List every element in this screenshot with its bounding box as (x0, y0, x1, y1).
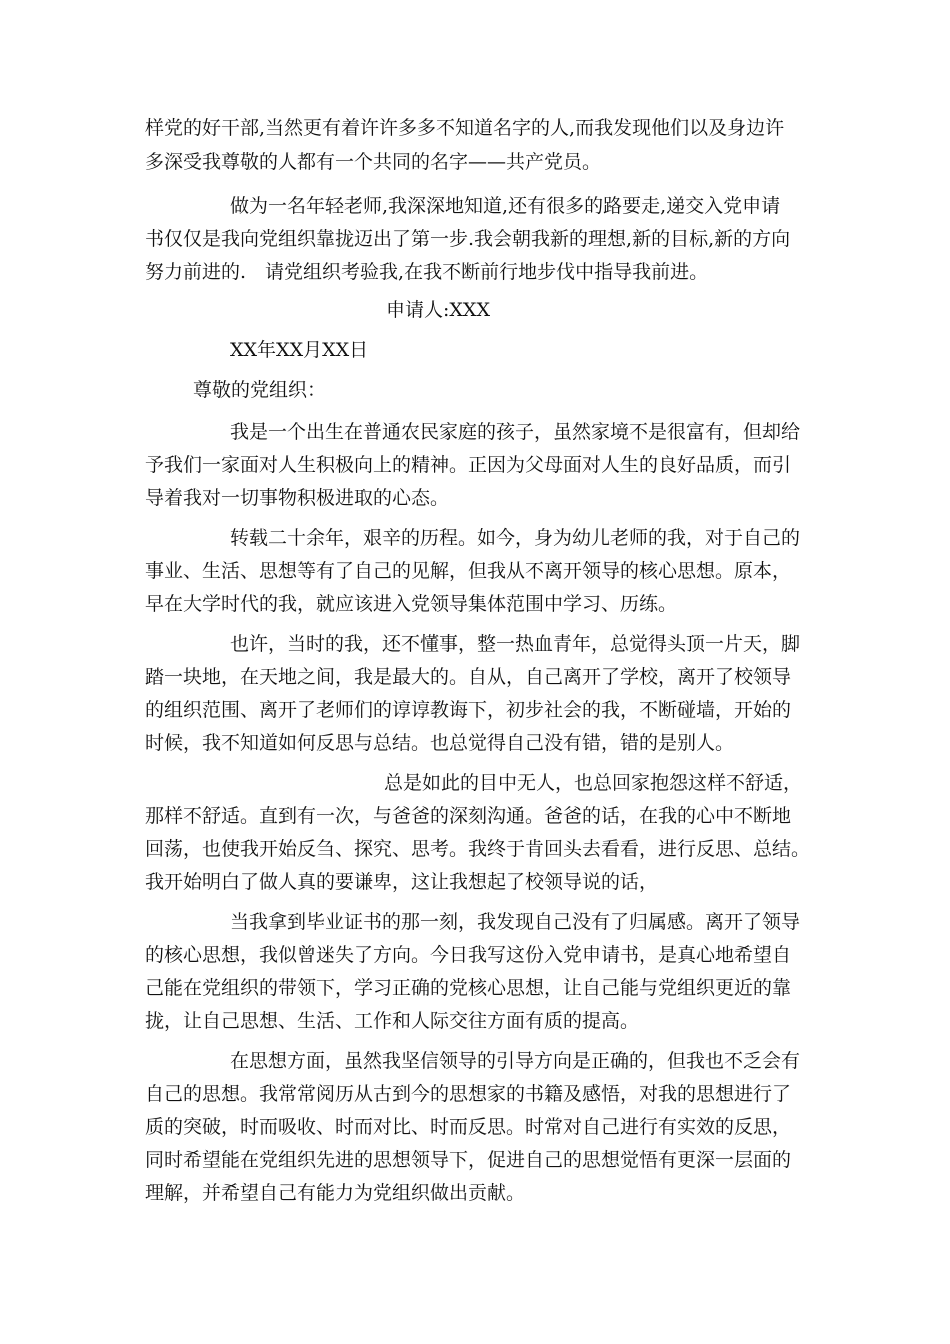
text-line: 当我拿到毕业证书的那一刻，我发现自己没有了归属感。离开了领导 (230, 911, 801, 933)
text-line: 早在大学时代的我，就应该进入党领导集体范围中学习、历练。 (145, 593, 678, 615)
text-line: 事业、生活、思想等有了自己的见解，但我从不离开领导的核心思想。原本， (145, 560, 792, 582)
salutation: 尊敬的党组织： (193, 379, 327, 401)
text-line: 做为一名年轻老师,我深深地知道,还有很多的路要走,递交入党申请 (230, 195, 781, 217)
text-line: 同时希望能在党组织先进的思想领导下，促进自己的思想觉悟有更深一层面的 (145, 1149, 792, 1171)
text-line: 质的突破，时而吸收、时而对比、时而反思。时常对自己进行有实效的反思， (145, 1116, 792, 1138)
text-line: 总是如此的目中无人，也总回家抱怨这样不舒适， (384, 772, 803, 794)
text-line: 样党的好干部,当然更有着许许多多不知道名字的人,而我发现他们以及身边许 (145, 117, 785, 139)
text-line: 时候，我不知道如何反思与总结。也总觉得自己没有错，错的是别人。 (145, 732, 735, 754)
text-line: 转载二十余年，艰辛的历程。如今，身为幼儿老师的我，对于自己的 (230, 527, 801, 549)
text-line: 自己的思想。我常常阅历从古到今的思想家的书籍及感悟，对我的思想进行了 (145, 1083, 792, 1105)
application-date: XX年XX月XX日 (230, 339, 369, 361)
text-line: 我开始明白了做人真的要谦卑，这让我想起了校领导说的话， (145, 871, 659, 893)
text-line: 也许，当时的我，还不懂事，整一热血青年，总觉得头顶一片天，脚 (230, 633, 801, 655)
text-line: 导着我对一切事物积极进取的心态。 (145, 487, 450, 509)
text-line: 拢，让自己思想、生活、工作和人际交往方面有质的提高。 (145, 1010, 640, 1032)
text-line: 回荡，也使我开始反刍、探究、思考。我终于肯回头去看看，进行反思、总结。 (145, 838, 811, 860)
text-line: 的组织范围、离开了老师们的谆谆教诲下，初步社会的我，不断碰墙，开始的 (145, 699, 792, 721)
text-line: 多深受我尊敬的人都有一个共同的名字——共产党员。 (145, 151, 602, 173)
applicant-signature: 申请人:XXX (386, 299, 490, 321)
text-line: 的核心思想，我似曾迷失了方向。今日我写这份入党申请书，是真心地希望自 (145, 944, 792, 966)
text-line: 我是一个出生在普通农民家庭的孩子，虽然家境不是很富有，但却给 (230, 421, 801, 443)
text-line: 那样不舒适。直到有一次，与爸爸的深刻沟通。爸爸的话，在我的心中不断地 (145, 805, 792, 827)
text-line: 理解，并希望自己有能力为党组织做出贡献。 (145, 1182, 526, 1204)
text-line: 踏一块地，在天地之间，我是最大的。自从，自己离开了学校，离开了校领导 (145, 666, 792, 688)
text-line: 书仅仅是我向党组织靠拢迈出了第一步.我会朝我新的理想,新的目标,新的方向 (145, 228, 791, 250)
text-line: 己能在党组织的带领下，学习正确的党核心思想，让自己能与党组织更近的靠 (145, 977, 792, 999)
text-line: 予我们一家面对人生积极向上的精神。正因为父母面对人生的良好品质，而引 (145, 454, 792, 476)
text-line: 在思想方面，虽然我坚信领导的引导方向是正确的，但我也不乏会有 (230, 1050, 801, 1072)
text-line: 努力前进的. 请党组织考验我,在我不断前行地步伐中指导我前进。 (145, 261, 709, 283)
